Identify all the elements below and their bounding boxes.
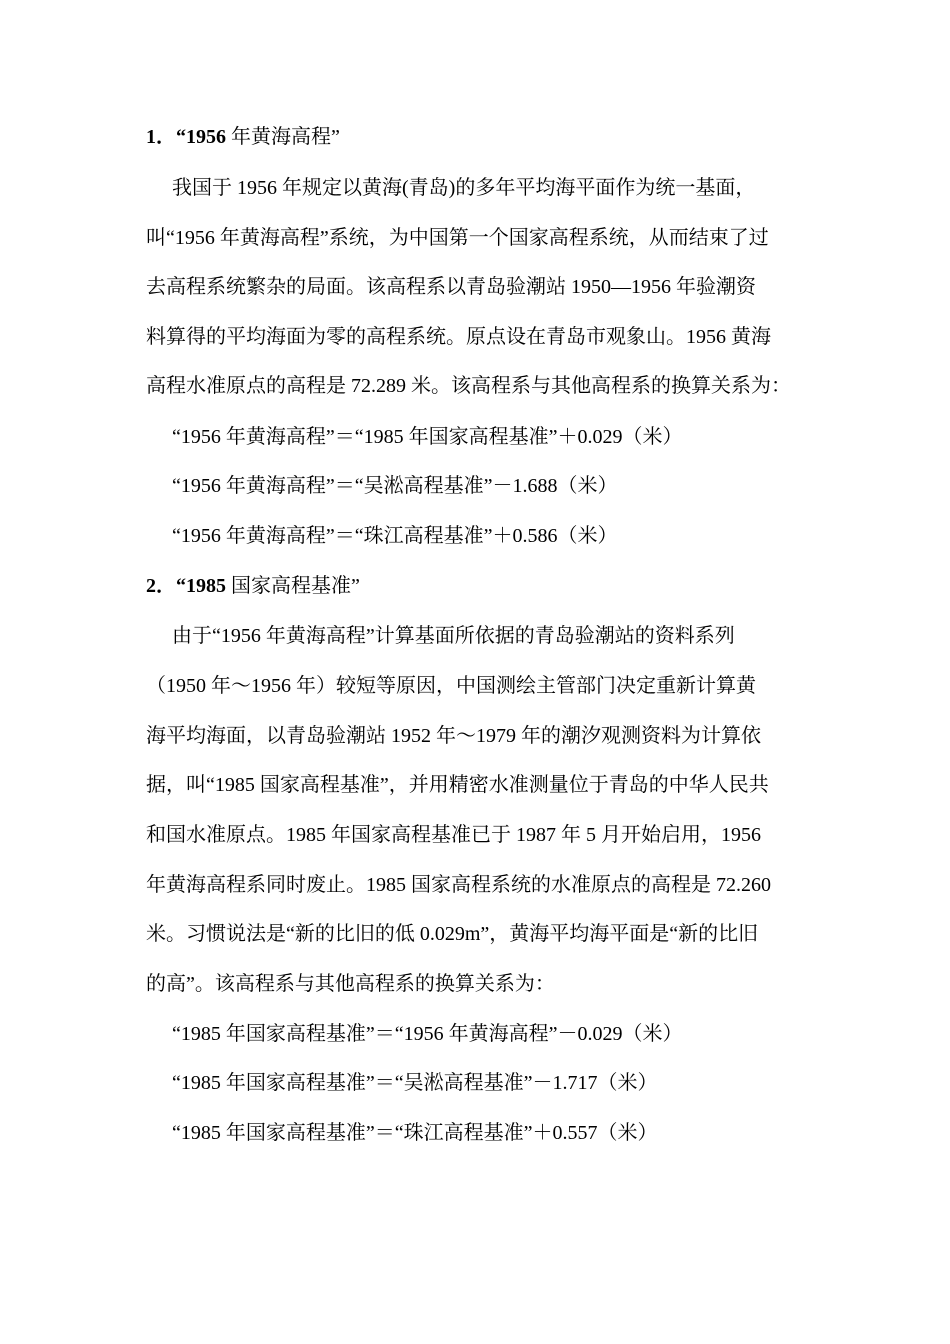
- section2-formula: “1985 年国家高程基准”＝“珠江高程基准”＋0.557（米）: [172, 1122, 658, 1144]
- section1-paragraph-line: 料算得的平均海面为零的高程系统。原点设在青岛市观象山。1956 黄海: [146, 326, 771, 348]
- section1-formula: “1956 年黄海高程”＝“吴淞高程基准”－1.688（米）: [172, 475, 618, 497]
- section1-formula: “1956 年黄海高程”＝“1985 年国家高程基准”＋0.029（米）: [172, 426, 683, 448]
- section2-heading-number: 2．“1985: [146, 575, 226, 597]
- section1-formula: “1956 年黄海高程”＝“珠江高程基准”＋0.586（米）: [172, 525, 618, 547]
- section2-paragraph-line: 海平均海面，以青岛验潮站 1952 年～1979 年的潮汐观测资料为计算依: [146, 725, 761, 747]
- section2-paragraph-line: 米。习惯说法是“新的比旧的低 0.029m”，黄海平均海平面是“新的比旧: [146, 923, 759, 945]
- section1-heading: [146, 125, 340, 149]
- section2-heading-title: 国家高程基准”: [226, 575, 360, 597]
- section2-paragraph-line: 据，叫“1985 国家高程基准”，并用精密水准测量位于青岛的中华人民共: [146, 774, 769, 796]
- section2-paragraph-line: 的高”。该高程系与其他高程系的换算关系为：: [146, 973, 555, 995]
- section2-paragraph-line: 和国水准原点。1985 年国家高程基准已于 1987 年 5 月开始启用，1956: [146, 824, 761, 846]
- section2-paragraph-line: （1950 年～1956 年）较短等原因，中国测绘主管部门决定重新计算黄: [146, 675, 756, 697]
- section2-formula: “1985 年国家高程基准”＝“吴淞高程基准”－1.717（米）: [172, 1072, 658, 1094]
- section2-heading: [146, 574, 360, 598]
- section2-formula: “1985 年国家高程基准”＝“1956 年黄海高程”－0.029（米）: [172, 1023, 683, 1045]
- section2-paragraph-line: 年黄海高程系同时废止。1985 国家高程系统的水准原点的高程是 72.260: [146, 874, 771, 896]
- section2-paragraph-line: 由于“1956 年黄海高程”计算基面所依据的青岛验潮站的资料系列: [172, 625, 735, 647]
- section1-paragraph-line: 叫“1956 年黄海高程”系统，为中国第一个国家高程系统，从而结束了过: [146, 227, 769, 249]
- section1-heading-title: 年黄海高程”: [226, 126, 340, 148]
- section1-paragraph-line: 高程水准原点的高程是 72.289 米。该高程系与其他高程系的换算关系为：: [146, 375, 791, 397]
- section1-heading-number: 1．“1956: [146, 126, 226, 148]
- section1-paragraph-line: 去高程系统繁杂的局面。该高程系以青岛验潮站 1950—1956 年验潮资: [146, 276, 756, 298]
- section1-paragraph-line: 我国于 1956 年规定以黄海(青岛)的多年平均海平面作为统一基面，: [172, 177, 756, 199]
